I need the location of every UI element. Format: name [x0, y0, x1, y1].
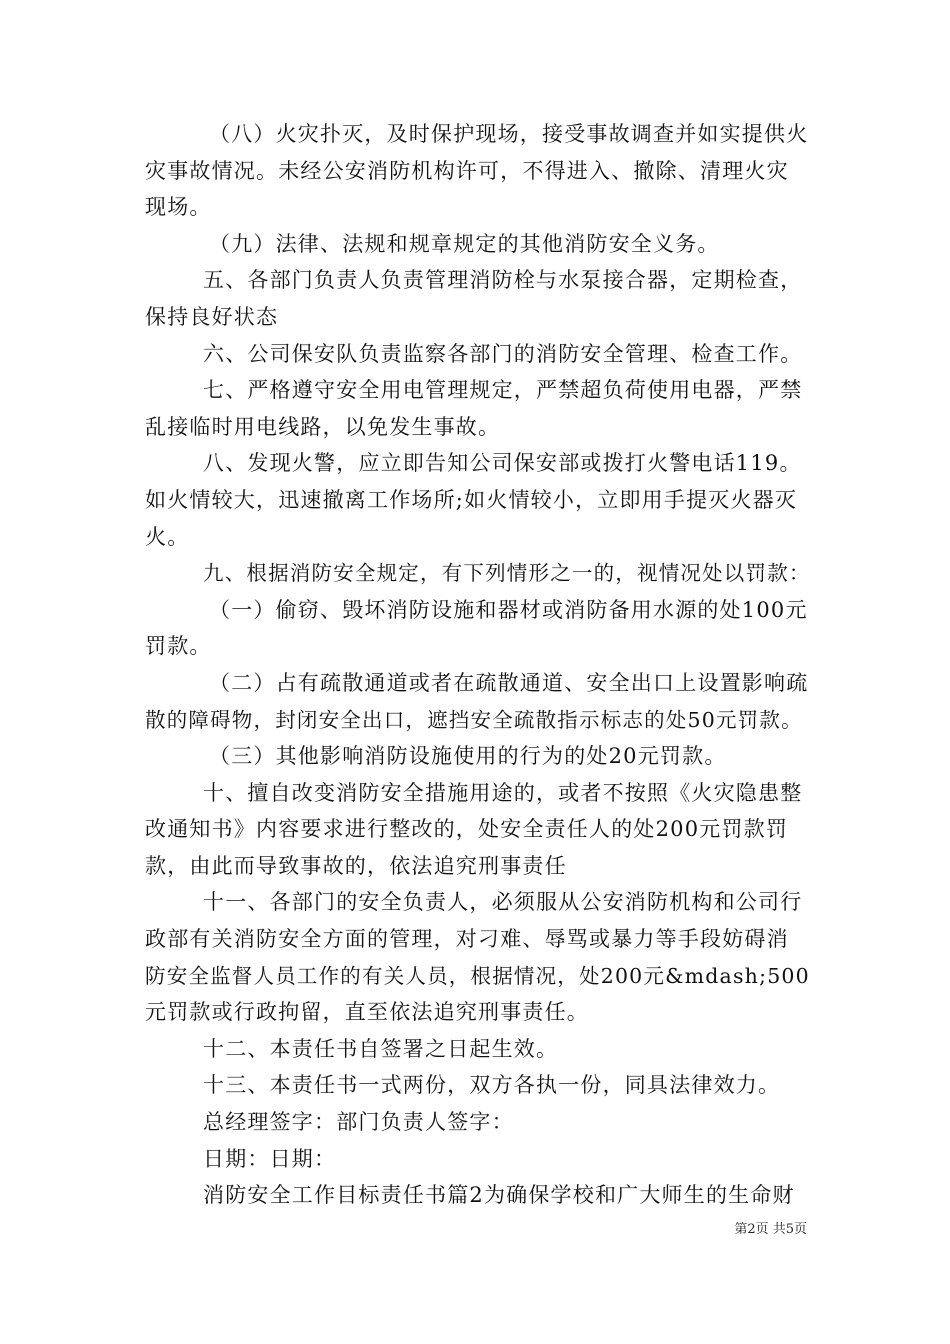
paragraph-line: 火。 [145, 524, 190, 549]
paragraph-line: 十三、本责任书一式两份，双方各执一份，同具法律效力。 [203, 1073, 781, 1098]
paragraph-line: 十二、本责任书自签署之日起生效。 [203, 1036, 559, 1061]
paragraph-line: （三）其他影响消防设施使用的行为的处20元罚款。 [209, 744, 727, 769]
paragraph-line: 六、公司保安队负责监察各部门的消防安全管理、检查工作。 [203, 341, 803, 366]
page-number: 第2页 共5页 [734, 1222, 807, 1237]
paragraph-line: 十、擅自改变消防安全措施用途的，或者不按照《火灾隐患整 [203, 780, 803, 805]
paragraph-line: （八）火灾扑灭，及时保护现场，接受事故调查并如实提供火 [209, 122, 809, 146]
paragraph-line: 七、严格遵守安全用电管理规定，严禁超负荷使用电器，严禁 [203, 378, 803, 403]
signature-line: 总经理签字：部门负责人签字： [203, 1110, 514, 1135]
paragraph-line: 灾事故情况。未经公安消防机构许可，不得进入、撤除、清理火灾 [145, 158, 789, 183]
paragraph-line: 如火情较大，迅速撤离工作场所;如火情较小，立即用手提灭火器灭 [145, 487, 798, 512]
paragraph-line: 现场。 [145, 195, 212, 220]
paragraph-line: 乱接临时用电线路，以免发生事故。 [145, 414, 501, 439]
paragraph-line: 元罚款或行政拘留，直至依法追究刑事责任。 [145, 1000, 589, 1025]
paragraph-line: 改通知书》内容要求进行整改的，处安全责任人的处200元罚款罚 [145, 817, 789, 842]
paragraph-line: 罚款。 [145, 634, 212, 659]
paragraph-line: 保持良好状态 [145, 304, 279, 329]
paragraph-line: 散的障碍物，封闭安全出口，遮挡安全疏散指示标志的处50元罚款。 [145, 707, 803, 732]
paragraph-line: 九、根据消防安全规定，有下列情形之一的，视情况处以罚款： [203, 561, 811, 586]
paragraph-line: 八、发现火警，应立即告知公司保安部或拨打火警电话119。 [203, 451, 802, 476]
paragraph-line: 款，由此而导致事故的，依法追究刑事责任 [145, 853, 567, 878]
document-body [145, 116, 813, 1214]
paragraph-line: 十一、各部门的安全负责人，必须服从公安消防机构和公司行 [203, 890, 803, 915]
paragraph-line: 防安全监督人员工作的有关人员，根据情况，处200元&mdash;500 [145, 963, 810, 988]
date-line: 日期：日期： [203, 1146, 337, 1171]
paragraph-line: 五、各部门负责人负责管理消防栓与水泵接合器，定期检查， [203, 268, 803, 293]
paragraph-line: 消防安全工作目标责任书篇2为确保学校和广大师生的生命财 [203, 1183, 795, 1208]
paragraph-line: （二）占有疏散通道或者在疏散通道、安全出口上设置影响疏 [209, 670, 809, 695]
paragraph-line: （一）偷窃、毁坏消防设施和器材或消防备用水源的处100元 [209, 597, 808, 622]
paragraph-line: （九）法律、法规和规章规定的其他消防安全义务。 [209, 231, 720, 256]
paragraph-line: 政部有关消防安全方面的管理，对刁难、辱骂或暴力等手段妨碍消 [145, 927, 789, 952]
